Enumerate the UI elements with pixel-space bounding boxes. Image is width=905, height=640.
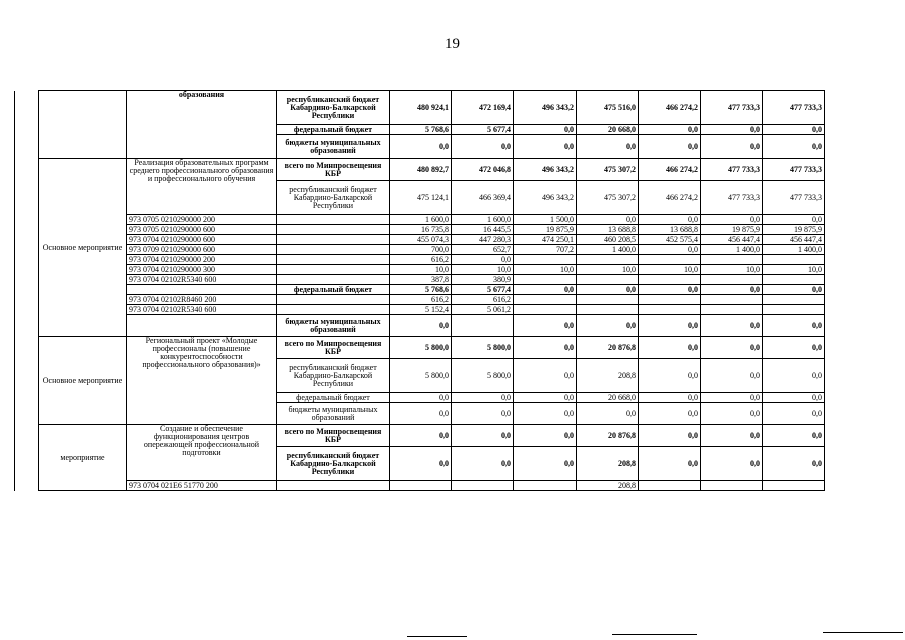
value-cell: [701, 481, 763, 491]
funding-source-cell: [277, 481, 390, 491]
value-cell: 20 876,8: [577, 337, 639, 359]
value-cell: 0,0: [639, 337, 701, 359]
value-cell: 456 447,4: [701, 235, 763, 245]
funding-source-cell: республиканский бюджет Кабардино-Балкарской Республики: [277, 91, 390, 125]
value-cell: 475 516,0: [577, 91, 639, 125]
value-cell: 19 875,9: [763, 225, 825, 235]
value-cell: 0,0: [577, 285, 639, 295]
value-cell: 0,0: [701, 125, 763, 135]
event-type-cell: Основное мероприятие: [39, 337, 127, 425]
value-cell: 477 733,3: [701, 181, 763, 215]
funding-source-cell: [277, 215, 390, 225]
value-cell: 208,8: [577, 447, 639, 481]
margin-cell: [15, 159, 39, 181]
margin-cell: [15, 245, 39, 255]
value-cell: [639, 275, 701, 285]
value-cell: 447 280,3: [452, 235, 514, 245]
value-cell: 5 800,0: [390, 359, 452, 393]
value-cell: 477 733,3: [701, 159, 763, 181]
table-row: [15, 235, 876, 245]
value-cell: 0,0: [763, 125, 825, 135]
value-cell: [514, 255, 577, 265]
margin-cell: [15, 215, 39, 225]
value-cell: 0,0: [452, 393, 514, 403]
value-cell: 0,0: [763, 337, 825, 359]
value-cell: 0,0: [701, 215, 763, 225]
value-cell: 20 876,8: [577, 425, 639, 447]
funding-source-cell: федеральный бюджет: [277, 125, 390, 135]
margin-cell: [15, 305, 39, 315]
value-cell: 10,0: [452, 265, 514, 275]
value-cell: 387,8: [390, 275, 452, 285]
value-cell: 0,0: [639, 403, 701, 425]
value-cell: 0,0: [514, 135, 577, 159]
value-cell: 19 875,9: [701, 225, 763, 235]
value-cell: [763, 481, 825, 491]
value-cell: 652,7: [452, 245, 514, 255]
value-cell: 0,0: [639, 359, 701, 393]
program-name-cell: Региональный проект «Молодые профессионалы (повышение конкурентоспособности профессионального образования)»: [127, 337, 277, 425]
value-cell: 477 733,3: [763, 181, 825, 215]
value-cell: 0,0: [639, 245, 701, 255]
value-cell: [701, 275, 763, 285]
value-cell: 1 400,0: [763, 245, 825, 255]
value-cell: 0,0: [763, 215, 825, 225]
value-cell: 5 768,6: [390, 125, 452, 135]
table-row: [15, 215, 876, 225]
value-cell: 13 688,8: [639, 225, 701, 235]
value-cell: 0,0: [390, 403, 452, 425]
value-cell: [514, 295, 577, 305]
value-cell: 455 074,3: [390, 235, 452, 245]
margin-cell: [15, 275, 39, 285]
budget-code-cell: 973 0704 02102R5340 600: [127, 305, 277, 315]
value-cell: 0,0: [452, 447, 514, 481]
value-cell: 5 152,4: [390, 305, 452, 315]
funding-source-cell: [277, 225, 390, 235]
funding-source-cell: республиканский бюджет Кабардино-Балкарской Республики: [277, 359, 390, 393]
funding-source-cell: бюджеты муниципальных образований: [277, 403, 390, 425]
table-row: [15, 91, 876, 125]
value-cell: 616,2: [390, 255, 452, 265]
value-cell: [701, 295, 763, 305]
value-cell: 20 668,0: [577, 125, 639, 135]
value-cell: 616,2: [390, 295, 452, 305]
value-cell: 466 274,2: [639, 91, 701, 125]
margin-cell: [15, 337, 39, 359]
value-cell: [577, 275, 639, 285]
margin-cell: [15, 235, 39, 245]
value-cell: 0,0: [390, 447, 452, 481]
value-cell: 10,0: [390, 265, 452, 275]
value-cell: [639, 295, 701, 305]
margin-cell: [15, 265, 39, 275]
value-cell: [390, 481, 452, 491]
margin-cell: [15, 425, 39, 447]
value-cell: 0,0: [639, 425, 701, 447]
value-cell: 0,0: [639, 125, 701, 135]
value-cell: [514, 275, 577, 285]
value-cell: 0,0: [514, 125, 577, 135]
value-cell: 496 343,2: [514, 159, 577, 181]
value-cell: 0,0: [452, 255, 514, 265]
value-cell: 477 733,3: [763, 159, 825, 181]
margin-cell: [15, 359, 39, 393]
value-cell: 460 208,5: [577, 235, 639, 245]
margin-cell: [15, 255, 39, 265]
funding-source-cell: республиканский бюджет Кабардино-Балкарской Республики: [277, 181, 390, 215]
value-cell: [701, 305, 763, 315]
funding-source-cell: бюджеты муниципальных образований: [277, 135, 390, 159]
value-cell: 0,0: [763, 359, 825, 393]
value-cell: 5 768,6: [390, 285, 452, 295]
value-cell: 496 343,2: [514, 181, 577, 215]
value-cell: 0,0: [577, 403, 639, 425]
funding-source-cell: республиканский бюджет Кабардино-Балкарской Республики: [277, 447, 390, 481]
value-cell: 5 800,0: [452, 337, 514, 359]
value-cell: 0,0: [452, 425, 514, 447]
budget-code-cell: 973 0705 0210290000 200: [127, 215, 277, 225]
funding-source-cell: всего по Минпросвещения КБР: [277, 337, 390, 359]
value-cell: 10,0: [577, 265, 639, 275]
value-cell: 0,0: [639, 393, 701, 403]
value-cell: 20 668,0: [577, 393, 639, 403]
value-cell: 0,0: [514, 359, 577, 393]
funding-source-cell: [277, 255, 390, 265]
program-name-cell: Создание и обеспечение функционирования центров опережающей профессиональной подготовки: [127, 425, 277, 481]
budget-code-cell: 973 0704 0210290000 200: [127, 255, 277, 265]
value-cell: [763, 295, 825, 305]
value-cell: 466 274,2: [639, 159, 701, 181]
value-cell: 0,0: [390, 425, 452, 447]
value-cell: 480 892,7: [390, 159, 452, 181]
value-cell: 0,0: [390, 393, 452, 403]
value-cell: 452 575,4: [639, 235, 701, 245]
table-row: [15, 255, 876, 265]
value-cell: [639, 481, 701, 491]
value-cell: 0,0: [701, 135, 763, 159]
value-cell: 0,0: [639, 285, 701, 295]
value-cell: 208,8: [577, 359, 639, 393]
value-cell: 0,0: [639, 215, 701, 225]
footer-line-3: [823, 632, 903, 633]
value-cell: 19 875,9: [514, 225, 577, 235]
margin-cell: [15, 135, 39, 159]
margin-cell: [15, 447, 39, 481]
value-cell: 208,8: [577, 481, 639, 491]
budget-code-cell: 973 0704 0210290000 300: [127, 265, 277, 275]
budget-code-cell: 973 0704 02102R8460 200: [127, 295, 277, 305]
value-cell: 0,0: [514, 393, 577, 403]
value-cell: 0,0: [701, 315, 763, 337]
value-cell: 0,0: [763, 447, 825, 481]
table-row: [15, 265, 876, 275]
value-cell: [577, 305, 639, 315]
value-cell: 496 343,2: [514, 91, 577, 125]
value-cell: 0,0: [763, 403, 825, 425]
funding-source-cell: федеральный бюджет: [277, 393, 390, 403]
value-cell: [514, 481, 577, 491]
table-row: [15, 305, 876, 315]
value-cell: 13 688,8: [577, 225, 639, 235]
value-cell: 0,0: [514, 285, 577, 295]
table-row: [15, 275, 876, 285]
value-cell: 0,0: [514, 425, 577, 447]
program-name-cell: Реализация образовательных программ среднего профессионального образования и профессионального обучения: [127, 159, 277, 215]
value-cell: 0,0: [390, 315, 452, 337]
value-cell: 0,0: [701, 403, 763, 425]
value-cell: 0,0: [577, 315, 639, 337]
value-cell: 10,0: [701, 265, 763, 275]
value-cell: 5 677,4: [452, 285, 514, 295]
margin-cell: [15, 125, 39, 135]
funding-source-cell: [277, 295, 390, 305]
value-cell: 0,0: [390, 135, 452, 159]
funding-source-cell: [277, 245, 390, 255]
value-cell: 472 169,4: [452, 91, 514, 125]
margin-cell: [15, 393, 39, 403]
margin-cell: [15, 403, 39, 425]
table-row: [15, 245, 876, 255]
value-cell: [763, 305, 825, 315]
page-number: 19: [445, 36, 460, 52]
value-cell: [639, 255, 701, 265]
footer-line-1: [407, 636, 467, 637]
value-cell: 477 733,3: [763, 91, 825, 125]
value-cell: 10,0: [763, 265, 825, 275]
value-cell: 16 445,5: [452, 225, 514, 235]
value-cell: 0,0: [514, 447, 577, 481]
table-row: [15, 315, 876, 337]
value-cell: 0,0: [701, 425, 763, 447]
margin-cell: [15, 285, 39, 295]
table-row: [15, 425, 876, 447]
value-cell: 0,0: [577, 215, 639, 225]
margin-cell: [15, 315, 39, 337]
margin-cell: [15, 181, 39, 215]
event-type-cell: Основное мероприятие: [39, 159, 127, 337]
budget-code-cell: 973 0704 0210290000 600: [127, 235, 277, 245]
event-type-cell: мероприятие: [39, 425, 127, 491]
value-cell: 16 735,8: [390, 225, 452, 235]
value-cell: [577, 255, 639, 265]
value-cell: 466 369,4: [452, 181, 514, 215]
value-cell: 0,0: [701, 447, 763, 481]
table-row: [15, 225, 876, 235]
value-cell: 477 733,3: [701, 91, 763, 125]
value-cell: 10,0: [514, 265, 577, 275]
margin-cell: [15, 481, 39, 491]
funding-source-cell: [277, 275, 390, 285]
value-cell: 475 307,2: [577, 181, 639, 215]
value-cell: [763, 255, 825, 265]
value-cell: [639, 305, 701, 315]
budget-code-cell: 973 0709 0210290000 600: [127, 245, 277, 255]
table-row: [15, 285, 876, 295]
budget-table-wrapper: [14, 90, 876, 491]
funding-source-cell: [277, 305, 390, 315]
program-name-cell: образования: [127, 91, 277, 159]
budget-code-cell: 973 0704 021E6 51770 200: [127, 481, 277, 491]
value-cell: 1 400,0: [701, 245, 763, 255]
value-cell: 475 124,1: [390, 181, 452, 215]
value-cell: 474 250,1: [514, 235, 577, 245]
table-row: [15, 337, 876, 359]
value-cell: 0,0: [763, 393, 825, 403]
value-cell: 0,0: [763, 135, 825, 159]
funding-source-cell: всего по Минпросвещения КБР: [277, 159, 390, 181]
value-cell: 0,0: [514, 337, 577, 359]
value-cell: 0,0: [701, 285, 763, 295]
value-cell: 10,0: [639, 265, 701, 275]
program-name-cell: [127, 315, 277, 337]
value-cell: 0,0: [701, 393, 763, 403]
value-cell: 472 046,8: [452, 159, 514, 181]
value-cell: 0,0: [701, 359, 763, 393]
value-cell: [701, 255, 763, 265]
funding-source-cell: [277, 265, 390, 275]
event-type-cell: [39, 91, 127, 159]
value-cell: 5 061,2: [452, 305, 514, 315]
value-cell: 0,0: [514, 315, 577, 337]
value-cell: 5 800,0: [452, 359, 514, 393]
budget-code-cell: 973 0704 02102R5340 600: [127, 275, 277, 285]
value-cell: 616,2: [452, 295, 514, 305]
table-row: [15, 159, 876, 181]
funding-source-cell: бюджеты муниципальных образований: [277, 315, 390, 337]
value-cell: [452, 315, 514, 337]
budget-code-cell: 973 0705 0210290000 600: [127, 225, 277, 235]
value-cell: 0,0: [452, 403, 514, 425]
value-cell: 0,0: [514, 403, 577, 425]
value-cell: 5 677,4: [452, 125, 514, 135]
value-cell: 0,0: [763, 425, 825, 447]
margin-cell: [15, 225, 39, 235]
value-cell: 456 447,4: [763, 235, 825, 245]
value-cell: 0,0: [763, 315, 825, 337]
value-cell: [577, 295, 639, 305]
value-cell: 480 924,1: [390, 91, 452, 125]
funding-source-cell: всего по Минпросвещения КБР: [277, 425, 390, 447]
value-cell: 0,0: [639, 447, 701, 481]
value-cell: 0,0: [763, 285, 825, 295]
footer-line-2: [612, 634, 697, 635]
value-cell: [452, 481, 514, 491]
value-cell: [763, 275, 825, 285]
value-cell: 707,2: [514, 245, 577, 255]
funding-source-cell: [277, 235, 390, 245]
value-cell: 0,0: [701, 337, 763, 359]
value-cell: 0,0: [577, 135, 639, 159]
table-row: [15, 481, 876, 491]
value-cell: 1 500,0: [514, 215, 577, 225]
margin-cell: [15, 91, 39, 125]
budget-table: [14, 90, 876, 491]
table-row: [15, 295, 876, 305]
value-cell: 700,0: [390, 245, 452, 255]
margin-cell: [15, 295, 39, 305]
value-cell: 0,0: [639, 135, 701, 159]
value-cell: 380,9: [452, 275, 514, 285]
value-cell: 5 800,0: [390, 337, 452, 359]
value-cell: [514, 305, 577, 315]
value-cell: 1 400,0: [577, 245, 639, 255]
value-cell: 1 600,0: [452, 215, 514, 225]
value-cell: 0,0: [639, 315, 701, 337]
program-name-cell: [127, 285, 277, 295]
value-cell: 466 274,2: [639, 181, 701, 215]
funding-source-cell: федеральный бюджет: [277, 285, 390, 295]
value-cell: 0,0: [452, 135, 514, 159]
value-cell: 1 600,0: [390, 215, 452, 225]
value-cell: 475 307,2: [577, 159, 639, 181]
